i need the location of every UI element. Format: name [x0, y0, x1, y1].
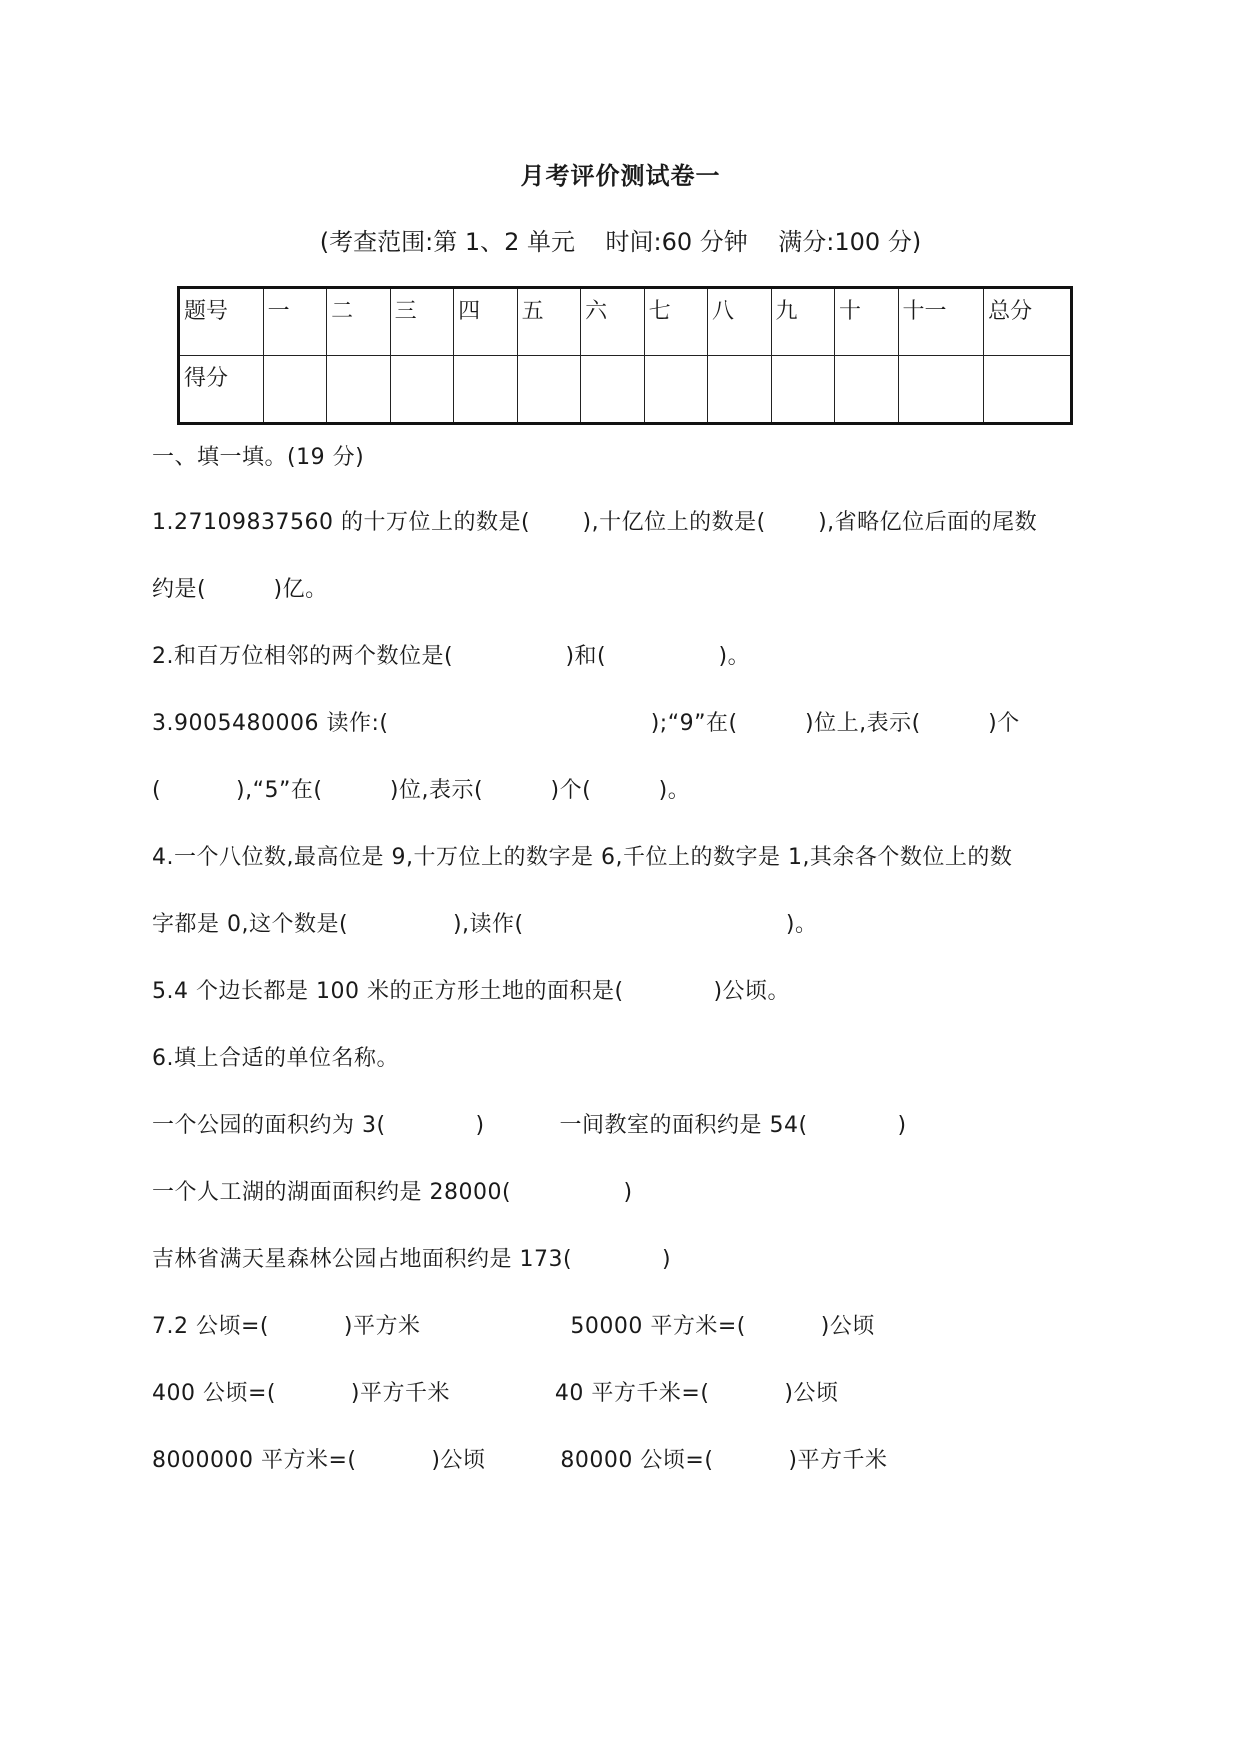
table-cell: 九 [771, 288, 834, 356]
score-table-header-row [179, 288, 1072, 356]
table-cell: 二 [327, 288, 390, 356]
question-line: 2.和百万位相邻的两个数位是( )和( )。 [152, 644, 751, 669]
question-line: 一个公园的面积约为 3( ) 一间教室的面积约是 54( ) [152, 1113, 907, 1138]
score-cell[interactable] [771, 356, 834, 424]
table-cell: 十 [835, 288, 898, 356]
page-title: 月考评价测试卷一 [520, 162, 721, 190]
question-line: 8000000 平方米=( )公顷 80000 公顷=( )平方千米 [152, 1448, 888, 1473]
table-cell: 总分 [984, 288, 1072, 356]
score-cell[interactable] [327, 356, 390, 424]
table-cell: 十一 [898, 288, 984, 356]
score-cell[interactable] [644, 356, 707, 424]
page-subtitle: (考查范围:第 1、2 单元 时间:60 分钟 满分:100 分) [319, 228, 922, 256]
table-cell: 题号 [179, 288, 264, 356]
question-line: 6.填上合适的单位名称。 [152, 1046, 399, 1071]
question-line: 1.27109837560 的十万位上的数是( ),十亿位上的数是( ),省略亿位后面的尾数 [152, 510, 1038, 535]
score-cell[interactable] [835, 356, 898, 424]
table-cell: 七 [644, 288, 707, 356]
question-line: 5.4 个边长都是 100 米的正方形土地的面积是( )公顷。 [152, 979, 791, 1004]
question-line: 吉林省满天星森林公园占地面积约是 173( ) [152, 1247, 672, 1272]
question-line: 7.2 公顷=( )平方米 50000 平方米=( )公顷 [152, 1314, 875, 1339]
table-cell: 得分 [179, 356, 264, 424]
score-cell[interactable] [984, 356, 1072, 424]
question-line: 约是( )亿。 [152, 577, 328, 602]
score-cell[interactable] [517, 356, 580, 424]
table-cell: 四 [454, 288, 517, 356]
score-cell[interactable] [898, 356, 984, 424]
question-line: 4.一个八位数,最高位是 9,十万位上的数字是 6,千位上的数字是 1,其余各个数位上的数 [152, 845, 1013, 870]
question-line: 3.9005480006 读作:( );“9”在( )位上,表示( )个 [152, 711, 1020, 736]
score-cell[interactable] [708, 356, 771, 424]
score-cell[interactable] [581, 356, 644, 424]
table-cell: 五 [517, 288, 580, 356]
score-cell[interactable] [263, 356, 326, 424]
score-cell[interactable] [454, 356, 517, 424]
table-cell: 三 [390, 288, 453, 356]
section-heading: 一、填一填。(19 分) [152, 445, 365, 470]
question-line: 字都是 0,这个数是( ),读作( )。 [152, 912, 818, 937]
score-table [177, 286, 1073, 425]
question-line: 400 公顷=( )平方千米 40 平方千米=( )公顷 [152, 1381, 839, 1406]
table-cell: 八 [708, 288, 771, 356]
table-cell: 一 [263, 288, 326, 356]
table-cell: 六 [581, 288, 644, 356]
question-line: ( ),“5”在( )位,表示( )个( )。 [152, 778, 691, 803]
score-cell[interactable] [390, 356, 453, 424]
score-table-score-row [179, 356, 1072, 424]
question-line: 一个人工湖的湖面面积约是 28000( ) [152, 1180, 633, 1205]
